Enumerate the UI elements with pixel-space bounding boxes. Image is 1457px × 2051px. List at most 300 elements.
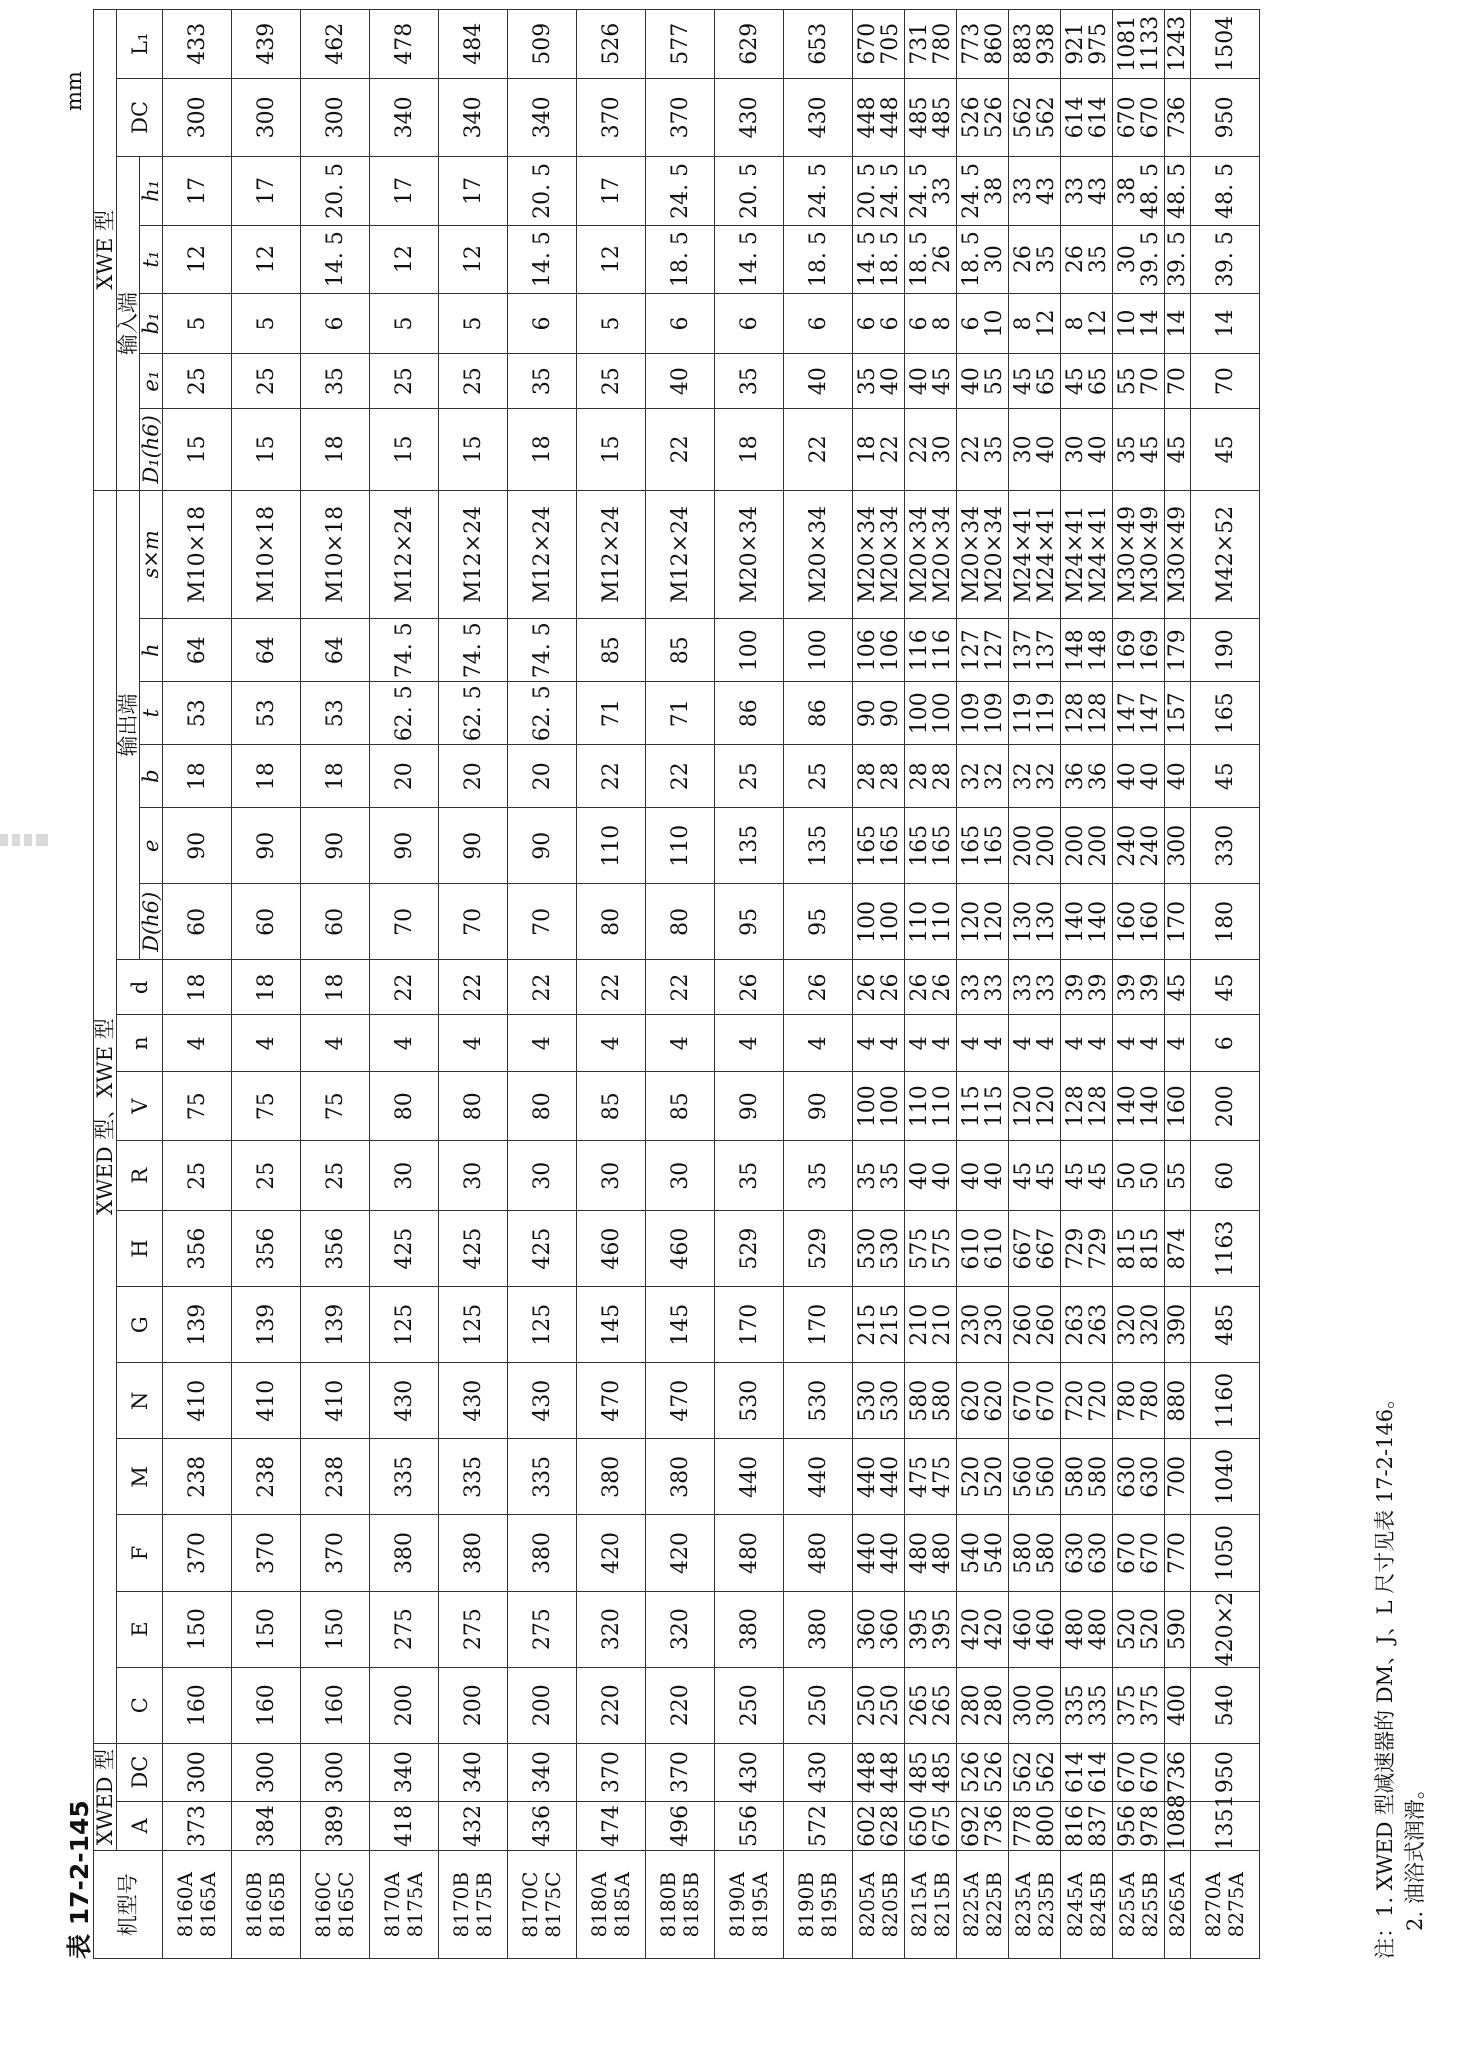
cell-value: 556 — [736, 1804, 762, 1847]
cell-value: 140 — [1137, 1085, 1163, 1128]
value-cell — [1061, 1801, 1113, 1851]
value-cell — [1191, 409, 1260, 490]
cell-value: 26 — [736, 973, 762, 1002]
value-cell — [905, 1211, 957, 1287]
cell-value: 30 — [667, 1161, 693, 1190]
cell-value: 520 — [1137, 1608, 1163, 1651]
cell-value: 36 — [1062, 762, 1088, 791]
cell-value: 18. 5 — [906, 231, 932, 288]
cell-value: 25 — [391, 367, 417, 396]
model-number: 8170C — [518, 1871, 543, 1938]
value-cell — [957, 682, 1009, 745]
cell-value: 12 — [1033, 309, 1059, 338]
cell-value: 12 — [1085, 309, 1111, 338]
model-cell — [370, 1851, 439, 1959]
cell-value: 30 — [981, 245, 1007, 274]
value-cell — [905, 884, 957, 960]
model-number: 8160C — [311, 1871, 336, 1938]
cell-value: 400 — [1165, 1684, 1191, 1727]
cell-value: 883 — [1010, 22, 1036, 65]
cell-value: 32 — [981, 762, 1007, 791]
cell-value: 653 — [805, 22, 831, 65]
cell-value: 100 — [929, 692, 955, 735]
value-cell — [1061, 682, 1113, 745]
value-cell — [232, 354, 301, 409]
header-col-DC2: DC — [117, 78, 163, 157]
cell-value: 240 — [1114, 824, 1140, 867]
header-col-M: M — [117, 1439, 163, 1515]
value-cell — [232, 1363, 301, 1439]
cell-value: 106 — [854, 629, 880, 672]
cell-value: 165 — [929, 824, 955, 867]
cell-value: 380 — [736, 1608, 762, 1651]
cell-value: 485 — [1212, 1303, 1238, 1346]
value-cell — [1191, 78, 1260, 157]
cell-value: 480 — [805, 1532, 831, 1575]
cell-value: 30 — [391, 1161, 417, 1190]
cell-value: 380 — [805, 1608, 831, 1651]
value-cell — [905, 1015, 957, 1071]
value-cell — [577, 1515, 646, 1591]
value-cell — [853, 225, 905, 293]
cell-value: 70 — [1165, 367, 1191, 396]
cell-value: 577 — [667, 22, 693, 65]
header-col-A: A — [117, 1801, 163, 1851]
cell-value: 1163 — [1212, 1220, 1238, 1277]
value-cell — [646, 1363, 715, 1439]
value-cell — [715, 808, 784, 884]
cell-value: 95 — [736, 907, 762, 936]
value-cell — [301, 78, 370, 157]
cell-value: 14. 5 — [736, 231, 762, 288]
value-cell — [957, 1801, 1009, 1851]
cell-value: 200 — [529, 1684, 555, 1727]
cell-value: M20×34 — [854, 505, 880, 603]
cell-value: 148 — [1085, 629, 1111, 672]
value-cell — [1191, 1439, 1260, 1515]
cell-value: 485 — [929, 96, 955, 139]
value-cell — [577, 1141, 646, 1211]
value-cell — [370, 808, 439, 884]
value-cell — [905, 1141, 957, 1211]
cell-value: 562 — [1033, 1751, 1059, 1794]
cell-value: 200 — [391, 1684, 417, 1727]
cell-value: 90 — [322, 831, 348, 860]
value-cell — [439, 1287, 508, 1363]
value-cell — [439, 10, 508, 79]
value-cell — [577, 682, 646, 745]
value-cell — [1165, 1015, 1191, 1071]
cell-value: M10×18 — [322, 505, 348, 603]
model-cell — [1061, 1851, 1113, 1959]
value-cell — [1191, 1743, 1260, 1801]
value-cell — [1165, 1439, 1191, 1515]
cell-value: 5 — [253, 316, 279, 331]
value-cell — [1191, 1141, 1260, 1211]
cell-value: 20 — [391, 762, 417, 791]
model-cell — [301, 1851, 370, 1959]
value-cell — [1191, 1794, 1260, 1851]
cell-value: 70 — [460, 907, 486, 936]
value-cell — [1061, 884, 1113, 960]
cell-value: 60 — [184, 907, 210, 936]
value-cell — [646, 1743, 715, 1801]
cell-value: 610 — [981, 1227, 1007, 1270]
value-cell — [370, 619, 439, 682]
value-cell — [1113, 619, 1165, 682]
cell-value: 540 — [981, 1532, 1007, 1575]
cell-value: 614 — [1085, 96, 1111, 139]
value-cell — [715, 1801, 784, 1851]
cell-value: 15 — [460, 435, 486, 464]
cell-value: 580 — [1033, 1532, 1059, 1575]
cell-value: 335 — [1062, 1684, 1088, 1727]
cell-value: 110 — [906, 1085, 932, 1128]
value-cell — [905, 225, 957, 293]
cell-value: 729 — [1062, 1227, 1088, 1270]
model-number: 8205B — [877, 1871, 902, 1938]
model-number: 8175A — [403, 1872, 428, 1938]
cell-value: 22 — [529, 973, 555, 1002]
cell-value: 75 — [253, 1092, 279, 1121]
cell-value: 147 — [1114, 692, 1140, 735]
value-cell — [301, 293, 370, 353]
value-cell — [957, 960, 1009, 1015]
value-cell — [1061, 1071, 1113, 1141]
cell-value: 620 — [981, 1379, 1007, 1422]
cell-value: 128 — [1085, 692, 1111, 735]
value-cell — [508, 157, 577, 225]
cell-value: 148 — [1062, 629, 1088, 672]
cell-value: 6 — [529, 316, 555, 331]
header-col-t1: t₁ — [140, 225, 163, 293]
value-cell — [1113, 1439, 1165, 1515]
value-cell — [1009, 808, 1061, 884]
cell-value: 40 — [929, 1161, 955, 1190]
value-cell — [1061, 1667, 1113, 1743]
cell-value: 440 — [736, 1455, 762, 1498]
cell-value: 160 — [1114, 900, 1140, 943]
cell-value: 110 — [667, 824, 693, 867]
cell-value: 64 — [184, 636, 210, 665]
cell-value: 33 — [1010, 973, 1036, 1002]
value-cell — [577, 354, 646, 409]
value-cell — [957, 225, 1009, 293]
value-cell — [301, 884, 370, 960]
cell-value: 4 — [877, 1036, 903, 1051]
cell-value: 430 — [736, 96, 762, 139]
value-cell — [905, 78, 957, 157]
value-cell — [784, 157, 853, 225]
value-cell — [439, 1439, 508, 1515]
table-row — [1191, 10, 1260, 1959]
cell-value: 462 — [322, 22, 348, 65]
cell-value: 17 — [253, 176, 279, 205]
cell-value: 200 — [1085, 824, 1111, 867]
cell-value: 18 — [253, 973, 279, 1002]
header-col-G: G — [117, 1287, 163, 1363]
cell-value: 520 — [981, 1455, 1007, 1498]
cell-value: 880 — [1165, 1379, 1191, 1422]
cell-value: 580 — [1062, 1455, 1088, 1498]
cell-value: 10 — [981, 309, 1007, 338]
cell-value: 4 — [1165, 1036, 1191, 1051]
model-number: 8185B — [679, 1871, 704, 1938]
cell-value: 26 — [877, 973, 903, 1002]
cell-value: 320 — [598, 1608, 624, 1651]
model-cell — [1113, 1851, 1165, 1959]
value-cell — [1165, 293, 1191, 353]
model-cell — [439, 1851, 508, 1959]
value-cell — [232, 1743, 301, 1801]
table-row — [508, 10, 577, 1959]
cell-value: 18 — [253, 762, 279, 791]
value-cell — [957, 490, 1009, 619]
cell-value: 420 — [981, 1608, 1007, 1651]
value-cell — [853, 490, 905, 619]
cell-value: 950 — [1212, 1751, 1238, 1794]
cell-value: M12×24 — [529, 505, 555, 603]
value-cell — [232, 1515, 301, 1591]
cell-value: 115 — [958, 1085, 984, 1128]
cell-value: 275 — [529, 1608, 555, 1651]
cell-value: 90 — [805, 1092, 831, 1121]
cell-value: 1160 — [1212, 1372, 1238, 1429]
cell-value: 800 — [1033, 1804, 1059, 1847]
cell-value: 384 — [253, 1804, 279, 1847]
value-cell — [301, 619, 370, 682]
value-cell — [905, 808, 957, 884]
value-cell — [1165, 682, 1191, 745]
value-cell — [301, 1071, 370, 1141]
cell-value: 275 — [391, 1608, 417, 1651]
value-cell — [646, 10, 715, 79]
spec-table — [93, 9, 1260, 1959]
value-cell — [853, 78, 905, 157]
cell-value: 100 — [854, 1085, 880, 1128]
value-cell — [1165, 1211, 1191, 1287]
cell-value: 250 — [736, 1684, 762, 1727]
note-2: 2. 油浴式润滑。 — [1403, 1778, 1427, 1931]
value-cell — [577, 1211, 646, 1287]
cell-value: 425 — [391, 1227, 417, 1270]
cell-value: 580 — [1010, 1532, 1036, 1575]
cell-value: 17 — [391, 176, 417, 205]
cell-value: 95 — [805, 907, 831, 936]
cell-value: M20×34 — [805, 505, 831, 603]
cell-value: 420×2 — [1212, 1591, 1238, 1667]
value-cell — [232, 1667, 301, 1743]
header-col-C: C — [117, 1667, 163, 1743]
model-cell — [905, 1851, 957, 1959]
value-cell — [646, 619, 715, 682]
value-cell — [301, 1743, 370, 1801]
cell-value: 6 — [854, 316, 880, 331]
cell-value: 300 — [184, 1751, 210, 1794]
value-cell — [163, 409, 232, 490]
value-cell — [784, 1363, 853, 1439]
cell-value: 480 — [736, 1532, 762, 1575]
cell-value: 210 — [929, 1303, 955, 1346]
cell-value: 370 — [253, 1532, 279, 1575]
header-common: XWED 型、XWE 型 — [94, 490, 117, 1743]
value-cell — [163, 884, 232, 960]
cell-value: 40 — [958, 367, 984, 396]
value-cell — [439, 293, 508, 353]
value-cell — [577, 1801, 646, 1851]
value-cell — [301, 1363, 370, 1439]
value-cell — [853, 1211, 905, 1287]
value-cell — [439, 409, 508, 490]
cell-value: 100 — [906, 692, 932, 735]
value-cell — [784, 808, 853, 884]
cell-value: 35 — [805, 1161, 831, 1190]
value-cell — [1113, 1287, 1165, 1363]
cell-value: 169 — [1137, 629, 1163, 672]
cell-value: 263 — [1085, 1303, 1111, 1346]
cell-value: 62. 5 — [391, 685, 417, 742]
cell-value: 1133 — [1137, 15, 1163, 72]
cell-value: 667 — [1010, 1227, 1036, 1270]
value-cell — [957, 1743, 1009, 1801]
value-cell — [905, 10, 957, 79]
value-cell — [957, 884, 1009, 960]
value-cell — [301, 1515, 370, 1591]
value-cell — [370, 1591, 439, 1667]
cell-value: 24. 5 — [667, 162, 693, 219]
value-cell — [1165, 1667, 1191, 1743]
cell-value: 5 — [598, 316, 624, 331]
cell-value: 425 — [529, 1227, 555, 1270]
cell-value: 22 — [667, 762, 693, 791]
value-cell — [957, 1287, 1009, 1363]
value-cell — [784, 293, 853, 353]
cell-value: 200 — [1010, 824, 1036, 867]
table-row — [1061, 10, 1113, 1959]
cell-value: 670 — [1033, 1379, 1059, 1422]
cell-value: 18. 5 — [805, 231, 831, 288]
value-cell — [957, 1591, 1009, 1667]
model-cell — [577, 1851, 646, 1959]
header-xwed: XWED 型 — [94, 1743, 117, 1851]
header-col-H: H — [117, 1211, 163, 1287]
cell-value: 4 — [736, 1036, 762, 1051]
model-number: 8170B — [449, 1871, 474, 1938]
value-cell — [232, 157, 301, 225]
value-cell — [905, 157, 957, 225]
cell-value: 140 — [1114, 1085, 1140, 1128]
cell-value: 773 — [958, 22, 984, 65]
cell-value: 580 — [1085, 1455, 1111, 1498]
value-cell — [715, 409, 784, 490]
value-cell — [232, 78, 301, 157]
cell-value: 62. 5 — [529, 685, 555, 742]
cell-value: 263 — [1062, 1303, 1088, 1346]
value-cell — [1061, 1363, 1113, 1439]
cell-value: 150 — [253, 1608, 279, 1651]
cell-value: 562 — [1033, 96, 1059, 139]
model-number: 8175C — [541, 1871, 566, 1938]
model-number: 8215A — [906, 1872, 931, 1938]
cell-value: 18 — [184, 973, 210, 1002]
cell-value: 157 — [1165, 692, 1191, 735]
cell-value: 33 — [958, 973, 984, 1002]
model-cell — [957, 1851, 1009, 1959]
value-cell — [957, 1667, 1009, 1743]
value-cell — [784, 1515, 853, 1591]
value-cell — [853, 1801, 905, 1851]
value-cell — [232, 293, 301, 353]
cell-value: 360 — [877, 1608, 903, 1651]
header-col-F: F — [117, 1515, 163, 1591]
value-cell — [646, 1071, 715, 1141]
cell-value: 448 — [854, 1751, 880, 1794]
value-cell — [1165, 225, 1191, 293]
value-cell — [163, 10, 232, 79]
cell-value: 15 — [598, 435, 624, 464]
cell-value: 26 — [854, 973, 880, 1002]
cell-value: 14 — [1212, 309, 1238, 338]
cell-value: 90 — [877, 699, 903, 728]
value-cell — [577, 157, 646, 225]
value-cell — [646, 682, 715, 745]
cell-value: 12 — [391, 245, 417, 274]
value-cell — [715, 1141, 784, 1211]
cell-value: 356 — [322, 1227, 348, 1270]
cell-value: 562 — [1010, 96, 1036, 139]
cell-value: 45 — [1010, 1161, 1036, 1190]
cell-value: 230 — [981, 1303, 1007, 1346]
value-cell — [853, 745, 905, 808]
cell-value: 230 — [958, 1303, 984, 1346]
cell-value: 35 — [854, 1161, 880, 1190]
value-cell — [232, 682, 301, 745]
cell-value: 731 — [906, 22, 932, 65]
value-cell — [646, 409, 715, 490]
cell-value: 45 — [1212, 973, 1238, 1002]
value-cell — [715, 884, 784, 960]
value-cell — [715, 682, 784, 745]
value-cell — [1191, 1363, 1260, 1439]
model-number: 8245B — [1085, 1871, 1110, 1938]
cell-value: 128 — [1062, 1085, 1088, 1128]
cell-value: 15 — [253, 435, 279, 464]
cell-value: 485 — [906, 1751, 932, 1794]
cell-value: 32 — [1010, 762, 1036, 791]
cell-value: 100 — [877, 900, 903, 943]
cell-value: 40 — [1033, 435, 1059, 464]
cell-value: 630 — [1114, 1455, 1140, 1498]
cell-value: 560 — [1010, 1455, 1036, 1498]
value-cell — [784, 1801, 853, 1851]
cell-value: 26 — [1010, 245, 1036, 274]
value-cell — [1061, 1515, 1113, 1591]
cell-value: 520 — [958, 1455, 984, 1498]
value-cell — [1191, 808, 1260, 884]
cell-value: 921 — [1062, 22, 1088, 65]
value-cell — [370, 157, 439, 225]
cell-value: 39 — [1062, 973, 1088, 1002]
value-cell — [508, 1015, 577, 1071]
cell-value: 28 — [854, 762, 880, 791]
cell-value: 125 — [529, 1303, 555, 1346]
value-cell — [715, 490, 784, 619]
cell-value: 340 — [391, 96, 417, 139]
cell-value: 22 — [598, 973, 624, 1002]
cell-value: 25 — [322, 1161, 348, 1190]
cell-value: 45 — [1165, 435, 1191, 464]
value-cell — [1061, 1591, 1113, 1667]
